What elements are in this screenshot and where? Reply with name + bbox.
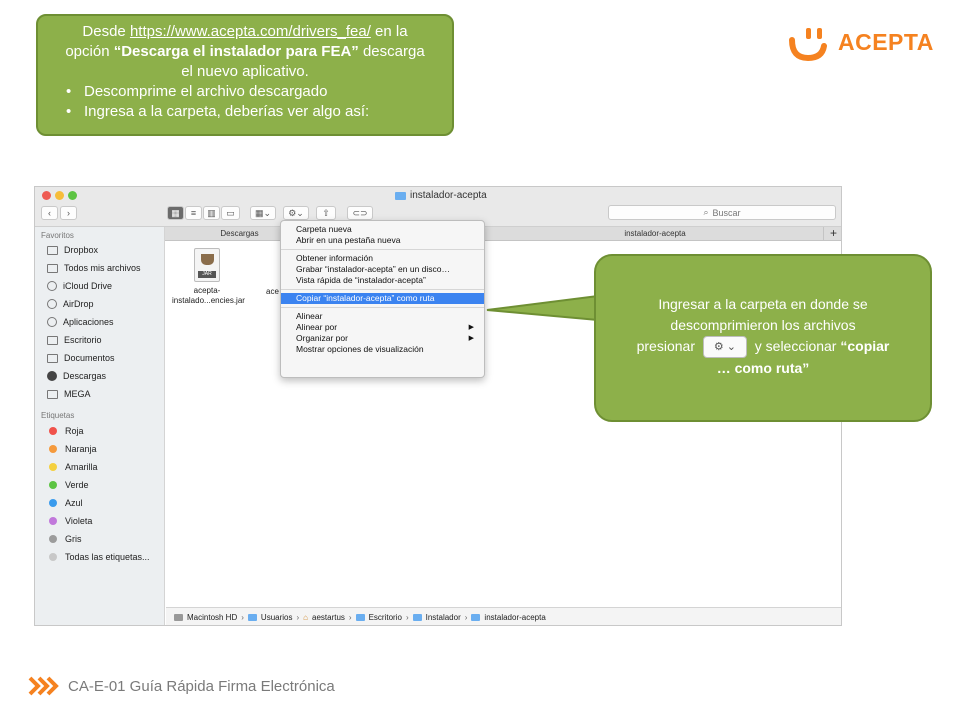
menu-item-label: Vista rápida de “instalador-acepta” bbox=[296, 275, 426, 285]
search-icon: ⌕ bbox=[703, 207, 709, 217]
downloads-icon bbox=[47, 371, 57, 381]
jar-badge: JAR bbox=[198, 271, 216, 278]
acepta-logo bbox=[786, 22, 936, 68]
sidebar-item-escritorio[interactable] bbox=[47, 333, 102, 347]
instruction-callout-right bbox=[594, 254, 932, 422]
menu-item-label: Abrir en una pestaña nueva bbox=[296, 235, 401, 245]
sidebar-item-label: Documentos bbox=[64, 353, 115, 363]
callout-line1: Ingresar a la carpeta en donde se bbox=[658, 296, 868, 312]
coffee-cup-icon bbox=[201, 254, 214, 265]
instruction-line1-prefix: Desde bbox=[82, 23, 130, 40]
documents-icon bbox=[47, 354, 58, 363]
tags-header: Etiquetas bbox=[41, 411, 75, 420]
sidebar-item-documentos[interactable] bbox=[47, 351, 115, 365]
callout-line3-suffix: y seleccionar bbox=[754, 338, 837, 354]
chevron-left-icon: ‹ bbox=[48, 208, 51, 218]
download-option-label: “Descarga el instalador para FEA” bbox=[113, 43, 359, 60]
tag-dot-icon bbox=[49, 445, 57, 453]
callout-line2: descomprimieron los archivos bbox=[670, 317, 856, 333]
tab-bar bbox=[165, 227, 842, 241]
folder-icon bbox=[356, 614, 365, 621]
menu-item-label: Obtener información bbox=[296, 253, 374, 263]
sidebar-item-descargas[interactable] bbox=[47, 369, 106, 383]
menu-item-label: Alinear por bbox=[296, 322, 338, 332]
callout-bold-as-path: … como ruta” bbox=[716, 360, 810, 377]
instruction-line2-suffix: descarga bbox=[358, 43, 425, 60]
sidebar-item-aplicaciones[interactable] bbox=[47, 315, 114, 329]
path-separator-icon: › bbox=[405, 613, 409, 622]
sidebar-tag-amarilla[interactable] bbox=[47, 460, 98, 474]
menu-item-label: Organizar por bbox=[296, 333, 348, 343]
menu-item-label: Alinear bbox=[296, 311, 323, 321]
path-segment[interactable]: aestartus bbox=[312, 613, 345, 622]
menu-item[interactable] bbox=[281, 344, 484, 355]
hard-drive-icon bbox=[174, 614, 183, 621]
instruction-steps bbox=[50, 82, 440, 122]
menu-separator bbox=[281, 249, 484, 250]
sidebar-item-label: Escritorio bbox=[64, 335, 102, 345]
sidebar-item-airdrop[interactable] bbox=[47, 297, 94, 311]
menu-item[interactable] bbox=[281, 264, 484, 275]
window-title-text: instalador-acepta bbox=[410, 190, 487, 201]
instruction-paragraph bbox=[50, 22, 440, 82]
menu-item[interactable] bbox=[281, 235, 484, 246]
sidebar-tag-verde[interactable] bbox=[47, 478, 89, 492]
tag-label: Gris bbox=[65, 534, 82, 544]
path-separator-icon: › bbox=[464, 613, 468, 622]
tags-button[interactable] bbox=[347, 206, 373, 220]
chevrons-icon bbox=[28, 675, 60, 697]
desktop-icon bbox=[47, 336, 58, 345]
menu-item-label: Mostrar opciones de visualización bbox=[296, 344, 424, 354]
cover-flow-button[interactable] bbox=[221, 206, 240, 220]
drivers-link[interactable]: https://www.acepta.com/drivers_fea/ bbox=[129, 23, 371, 40]
favorites-header: Favoritos bbox=[41, 231, 74, 240]
arrange-icon: ▦⌄ bbox=[254, 207, 272, 218]
sidebar-item-label: Descargas bbox=[63, 371, 107, 381]
share-icon: ⇧ bbox=[322, 207, 330, 218]
menu-item[interactable] bbox=[281, 311, 484, 322]
sidebar-item-label: Aplicaciones bbox=[63, 317, 114, 327]
icon-view-button[interactable] bbox=[167, 206, 184, 220]
list-icon: ≡ bbox=[190, 208, 197, 218]
file-name-line2: instalado...encies.jar bbox=[172, 296, 245, 305]
home-icon: ⌂ bbox=[303, 613, 309, 622]
share-button[interactable] bbox=[316, 206, 336, 220]
tag-label: Roja bbox=[65, 426, 84, 436]
sidebar-item-dropbox[interactable] bbox=[47, 243, 98, 257]
airdrop-icon bbox=[47, 299, 57, 309]
sidebar-item-todos-mis-archivos[interactable] bbox=[47, 261, 141, 275]
tag-label: Amarilla bbox=[65, 462, 98, 472]
sidebar-item-mega[interactable] bbox=[47, 387, 91, 401]
column-view-button[interactable] bbox=[203, 206, 220, 220]
folder-icon bbox=[47, 390, 58, 399]
instruction-line1-suffix: en la bbox=[370, 23, 408, 40]
submenu-arrow-icon: ▶ bbox=[468, 335, 474, 342]
menu-item-label: Grabar “instalador-acepta” en un disco… bbox=[296, 264, 451, 274]
folder-icon bbox=[413, 614, 422, 621]
sidebar-tag-violeta[interactable] bbox=[47, 514, 92, 528]
callout-line4 bbox=[596, 358, 930, 379]
context-menu bbox=[280, 220, 485, 378]
logo-text: ACEPTA bbox=[838, 29, 934, 55]
tag-dot-icon bbox=[49, 463, 57, 471]
instruction-callout bbox=[36, 14, 454, 136]
search-placeholder: Buscar bbox=[712, 207, 741, 218]
callout-bold-copy: “copiar bbox=[840, 338, 890, 354]
zoom-window-button[interactable] bbox=[68, 191, 77, 200]
action-gear-button[interactable] bbox=[283, 206, 309, 220]
menu-separator bbox=[281, 307, 484, 308]
chevron-right-icon: › bbox=[67, 208, 70, 218]
file-item-jar[interactable] bbox=[172, 248, 245, 306]
sidebar-item-label: Dropbox bbox=[64, 245, 99, 255]
tag-label: Todas las etiquetas... bbox=[65, 552, 150, 562]
tag-dot-icon bbox=[49, 481, 57, 489]
file-name-line1: acepta- bbox=[193, 286, 221, 295]
tab-instalador-acepta[interactable]: instalador-acepta bbox=[624, 229, 686, 238]
instruction-line3: el nuevo aplicativo. bbox=[181, 63, 309, 80]
menu-item[interactable] bbox=[281, 322, 484, 333]
path-segment[interactable]: Macintosh HD bbox=[187, 613, 238, 622]
gear-icon: ⚙ bbox=[713, 340, 724, 353]
menu-item[interactable] bbox=[281, 224, 484, 235]
tag-dot-icon bbox=[49, 517, 57, 525]
file-item-partial[interactable]: ace bbox=[266, 287, 279, 296]
grid-icon: ▦ bbox=[171, 207, 180, 218]
tag-label: Verde bbox=[65, 480, 89, 490]
callout-line3-prefix: presionar bbox=[636, 338, 695, 354]
sidebar-tag-todas[interactable] bbox=[47, 550, 150, 564]
jar-file-icon bbox=[194, 248, 220, 282]
folder-icon bbox=[395, 192, 406, 200]
tag-label: Azul bbox=[65, 498, 83, 508]
gear-button-image bbox=[703, 336, 747, 358]
tag-icon: ⊂⊃ bbox=[352, 207, 368, 218]
chevron-down-icon: ⌄ bbox=[726, 340, 736, 353]
list-view-button[interactable] bbox=[185, 206, 202, 220]
path-separator-icon: › bbox=[348, 613, 352, 622]
path-segment[interactable]: Instalador bbox=[425, 613, 461, 622]
path-segment[interactable]: Escritorio bbox=[368, 613, 402, 622]
sidebar-item-icloud-drive[interactable] bbox=[47, 279, 112, 293]
path-separator-icon: › bbox=[296, 613, 300, 622]
search-field[interactable] bbox=[608, 205, 836, 220]
footer-text: CA-E-01 Guía Rápida Firma Electrónica bbox=[68, 677, 335, 695]
sidebar-tag-roja[interactable] bbox=[47, 424, 84, 438]
instruction-step: • Ingresa a la carpeta, deberías ver algo así: bbox=[66, 102, 440, 122]
sidebar-item-label: iCloud Drive bbox=[63, 281, 113, 291]
sidebar-tag-azul[interactable] bbox=[47, 496, 83, 510]
cover-flow-icon: ▭ bbox=[226, 207, 235, 218]
folder-icon bbox=[47, 246, 58, 255]
minimize-window-button[interactable] bbox=[55, 191, 64, 200]
path-segment[interactable]: instalador-acepta bbox=[484, 613, 546, 622]
footer bbox=[28, 673, 335, 699]
gear-icon: ⚙⌄ bbox=[288, 207, 304, 218]
menu-item-label: Copiar “instalador-acepta” como ruta bbox=[296, 293, 435, 303]
tag-dot-icon bbox=[49, 499, 57, 507]
sidebar-item-label: AirDrop bbox=[63, 299, 94, 309]
instruction-step: • Descomprime el archivo descargado bbox=[66, 82, 440, 102]
forward-button[interactable] bbox=[60, 206, 77, 220]
finder-sidebar bbox=[35, 227, 165, 626]
tag-dot-icon bbox=[49, 553, 57, 561]
folder-icon bbox=[248, 614, 257, 621]
close-window-button[interactable] bbox=[42, 191, 51, 200]
sidebar-item-label: MEGA bbox=[64, 389, 91, 399]
path-segment[interactable]: Usuarios bbox=[260, 613, 293, 622]
tag-label: Naranja bbox=[65, 444, 97, 454]
tab-descargas[interactable]: Descargas bbox=[165, 227, 315, 241]
menu-item[interactable] bbox=[281, 333, 484, 344]
cloud-icon bbox=[47, 281, 57, 291]
sidebar-tag-naranja[interactable] bbox=[47, 442, 97, 456]
menu-item-label: Carpeta nueva bbox=[296, 224, 352, 234]
menu-item[interactable] bbox=[281, 253, 484, 264]
path-bar bbox=[166, 607, 842, 626]
folder-icon bbox=[471, 614, 480, 621]
submenu-arrow-icon: ▶ bbox=[468, 324, 474, 331]
callout-line3 bbox=[596, 336, 930, 358]
window-title bbox=[395, 190, 487, 201]
sidebar-item-label: Todos mis archivos bbox=[64, 263, 141, 273]
back-button[interactable] bbox=[41, 206, 58, 220]
applications-icon bbox=[47, 317, 57, 327]
acepta-smile-icon bbox=[786, 22, 834, 68]
menu-item-copy-as-path[interactable] bbox=[281, 293, 484, 304]
tag-dot-icon bbox=[49, 535, 57, 543]
instruction-line2-prefix: opción bbox=[65, 43, 114, 60]
path-separator-icon: › bbox=[241, 613, 244, 622]
new-tab-button[interactable]: + bbox=[823, 227, 842, 241]
sidebar-tag-gris[interactable] bbox=[47, 532, 82, 546]
tag-dot-icon bbox=[49, 427, 57, 435]
tag-label: Violeta bbox=[65, 516, 93, 526]
menu-item[interactable] bbox=[281, 275, 484, 286]
menu-separator bbox=[281, 289, 484, 290]
arrange-button[interactable] bbox=[250, 206, 276, 220]
columns-icon: ▥ bbox=[207, 207, 216, 218]
all-files-icon bbox=[47, 264, 58, 273]
